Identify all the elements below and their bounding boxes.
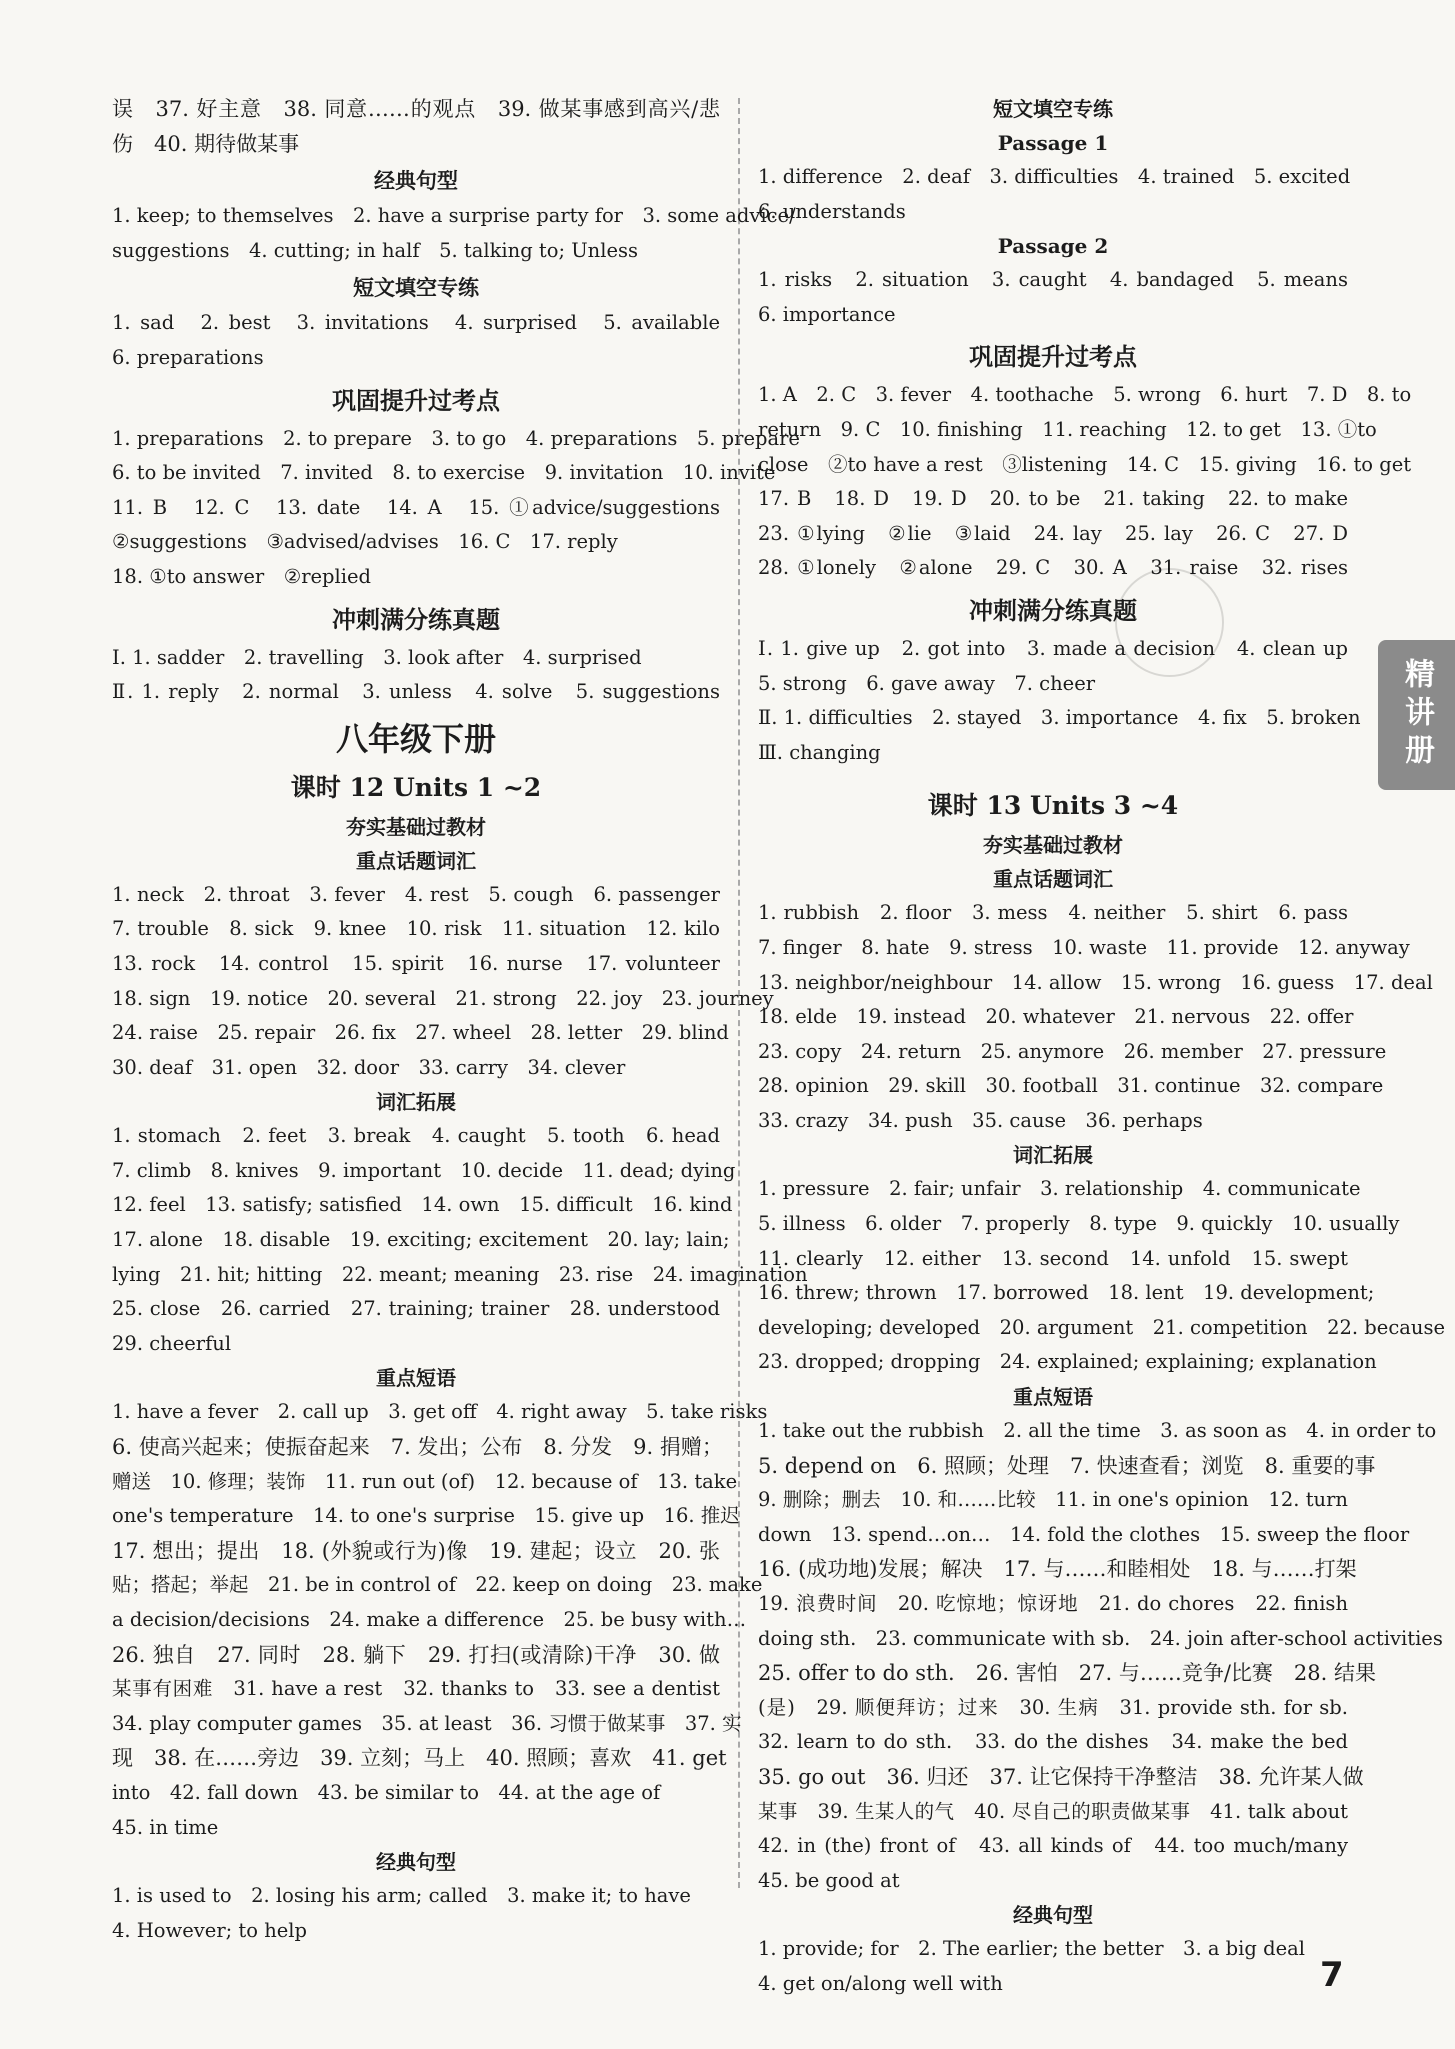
section-heading: 短文填空专练 <box>353 275 479 301</box>
text-line: 赠送 10. 修理；装饰 11. run out (of) 12. because of 13. take <box>112 1469 738 1493</box>
text-line: developing; developed 20. argument 21. competition 22. because <box>758 1315 1445 1339</box>
text-line: 1. neck 2. throat 3. fever 4. rest 5. cough 6. passenger <box>112 882 720 906</box>
text-line: 贴；搭起；举起 21. be in control of 22. keep on doing 23. make <box>112 1573 763 1597</box>
text-line: 1. risks 2. situation 3. caught 4. bandaged 5. means <box>758 268 1348 292</box>
text-line: 1. take out the rubbish 2. all the time 3. as soon as 4. in order to <box>758 1419 1437 1443</box>
subsection-heading: 经典句型 <box>376 1850 456 1875</box>
text-line: 25. close 26. carried 27. training; trainer 28. understood <box>112 1297 720 1321</box>
subsection-heading: 重点话题词汇 <box>993 867 1113 892</box>
text-line: 29. cheerful <box>112 1331 232 1355</box>
text-line: 6. importance <box>758 302 896 326</box>
section-heading: 夯实基础过教材 <box>983 833 1123 858</box>
section-heading: 夯实基础过教材 <box>346 814 486 839</box>
text-line: 1. is used to 2. losing his arm; called 3. make it; to have <box>112 1884 691 1908</box>
text-line: 23. dropped; dropping 24. explained; explaining; explanation <box>758 1350 1377 1374</box>
text-line: 1. preparations 2. to prepare 3. to go 4. preparations 5. prepare <box>112 426 800 450</box>
section-heading: 冲刺满分练真题 <box>969 595 1137 625</box>
text-line: 34. play computer games 35. at least 36. 习惯于做某事 37. 实 <box>112 1711 742 1735</box>
text-line: 45. be good at <box>758 1868 900 1892</box>
subsection-heading: 经典句型 <box>1013 1903 1093 1928</box>
subsection-heading: 重点短语 <box>376 1366 456 1391</box>
text-line: 35. go out 36. 归还 37. 让它保持干净整洁 38. 允许某人做 <box>758 1764 1364 1789</box>
text-line: 33. crazy 34. push 35. cause 36. perhaps <box>758 1108 1203 1132</box>
text-line: 24. raise 25. repair 26. fix 27. wheel 28. letter 29. blind <box>112 1021 729 1045</box>
text-line: 23. ①lying ②lie ③laid 24. lay 25. lay 26. C 27. D <box>758 521 1348 545</box>
text-line: 23. copy 24. return 25. anymore 26. member 27. pressure <box>758 1039 1387 1063</box>
section-heading: 巩固提升过考点 <box>332 385 500 415</box>
text-line: 7. trouble 8. sick 9. knee 10. risk 11. situation 12. kilo <box>112 917 720 941</box>
text-line: 18. ①to answer ②replied <box>112 564 372 588</box>
lesson-title: 课时 12 Units 1 ~2 <box>290 772 542 802</box>
text-line: return 9. C 10. finishing 11. reaching 12. to get 13. ①to <box>758 417 1377 441</box>
text-line: into 42. fall down 43. be similar to 44. at the age of <box>112 1780 661 1804</box>
text-line: a decision/decisions 24. make a difference 25. be busy with… <box>112 1608 747 1631</box>
text-line: 30. deaf 31. open 32. door 33. carry 34. clever <box>112 1055 626 1079</box>
text-line: Ⅱ. 1. reply 2. normal 3. unless 4. solve 5. suggestions <box>112 680 720 704</box>
text-line: 某事有困难 31. have a rest 32. thanks to 33. see a dentist <box>112 1677 720 1701</box>
text-line: 6. to be invited 7. invited 8. to exercise 9. invitation 10. invite <box>112 461 776 485</box>
text-line: 26. 独自 27. 同时 28. 躺下 29. 打扫(或清除)干净 30. 做 <box>112 1642 720 1667</box>
text-line: 16. (成功地)发展；解决 17. 与……和睦相处 18. 与……打架 <box>758 1557 1357 1582</box>
passage-heading: Passage 1 <box>997 131 1109 155</box>
text-line: 4. get on/along well with <box>758 1971 1003 1995</box>
text-line: lying 21. hit; hitting 22. meant; meaning 23. rise 24. imagination <box>112 1262 808 1286</box>
text-line: 7. finger 8. hate 9. stress 10. waste 11. provide 12. anyway <box>758 935 1410 959</box>
section-heading: 巩固提升过考点 <box>969 342 1137 372</box>
text-line: 17. 想出；提出 18. (外貌或行为)像 19. 建起；设立 20. 张 <box>112 1538 720 1563</box>
text-line: 6. preparations <box>112 345 264 369</box>
text-line: Ⅰ. 1. sadder 2. travelling 3. look after 4. surprised <box>112 645 642 669</box>
left-column <box>112 92 808 1948</box>
text-line: 16. threw; thrown 17. borrowed 18. lent 19. development; <box>758 1281 1375 1305</box>
passage-heading: Passage 2 <box>997 234 1109 259</box>
text-line: 5. strong 6. gave away 7. cheer <box>758 671 1096 695</box>
text-line: Ⅱ. 1. difficulties 2. stayed 3. importance 4. fix 5. broken <box>758 706 1361 730</box>
text-line: 28. ①lonely ②alone 29. C 30. A 31. raise 32. rises <box>758 556 1348 580</box>
text-line: ②suggestions ③advised/advises 16. C 17. reply <box>112 530 618 554</box>
text-line: 18. sign 19. notice 20. several 21. strong 22. joy 23. journey <box>112 986 774 1010</box>
subsection-heading: 词汇拓展 <box>376 1090 456 1115</box>
text-line: 12. feel 13. satisfy; satisfied 14. own 15. difficult 16. kind <box>112 1193 733 1217</box>
subsection-heading: 重点短语 <box>1013 1385 1093 1410</box>
text-line: 1. sad 2. best 3. invitations 4. surprised 5. available <box>112 311 720 335</box>
section-heading: 冲刺满分练真题 <box>332 604 500 634</box>
section-heading: 经典句型 <box>374 168 458 194</box>
text-line: 现 38. 在……旁边 39. 立刻；马上 40. 照顾；喜欢 41. get <box>112 1746 727 1771</box>
text-line: doing sth. 23. communicate with sb. 24. join after-school activities <box>758 1626 1443 1650</box>
text-line: 42. in (the) front of 43. all kinds of 44. too much/many <box>758 1834 1348 1858</box>
text-line: (是) 29. 顺便拜访；过来 30. 生病 31. provide sth. for sb. <box>758 1695 1348 1719</box>
page-number: 7 <box>1320 1955 1344 1995</box>
text-line: 7. climb 8. knives 9. important 10. decide 11. dead; dying <box>112 1158 736 1182</box>
text-line: 误 37. 好主意 38. 同意……的观点 39. 做某事感到高兴/悲 <box>112 97 720 121</box>
text-line: 32. learn to do sth. 33. do the dishes 34. make the bed <box>758 1730 1348 1754</box>
text-line: 1. keep; to themselves 2. have a surprise party for 3. some advice/ <box>112 204 796 228</box>
side-tab: 精讲册 <box>1378 640 1455 790</box>
faint-stamp <box>1115 568 1224 677</box>
text-line: 6. 使高兴起来；使振奋起来 7. 发出；公布 8. 分发 9. 捐赠； <box>112 1435 723 1460</box>
text-line: 1. rubbish 2. floor 3. mess 4. neither 5. shirt 6. pass <box>758 901 1348 925</box>
text-line: close ②to have a rest ③listening 14. C 15. giving 16. to get <box>758 452 1412 476</box>
text-line: 18. elde 19. instead 20. whatever 21. nervous 22. offer <box>758 1005 1354 1029</box>
text-line: 1. stomach 2. feet 3. break 4. caught 5. tooth 6. head <box>112 1124 720 1148</box>
text-line: 1. provide; for 2. The earlier; the better 3. a big deal <box>758 1937 1305 1961</box>
text-line: 11. clearly 12. either 13. second 14. unfold 15. swept <box>758 1246 1348 1270</box>
subsection-heading: 词汇拓展 <box>1013 1143 1093 1168</box>
text-line: 25. offer to do sth. 26. 害怕 27. 与……竞争/比赛 28. 结果 <box>758 1661 1377 1686</box>
text-line: suggestions 4. cutting; in half 5. talking to; Unless <box>112 238 639 262</box>
text-line: 13. rock 14. control 15. spirit 16. nurse 17. volunteer <box>112 951 720 975</box>
text-line: 5. illness 6. older 7. properly 8. type 9. quickly 10. usually <box>758 1212 1400 1236</box>
text-line: 1. pressure 2. fair; unfair 3. relationship 4. communicate <box>758 1177 1361 1201</box>
text-line: 28. opinion 29. skill 30. football 31. continue 32. compare <box>758 1074 1384 1098</box>
text-line: 某事 39. 生某人的气 40. 尽自己的职责做某事 41. talk about <box>758 1799 1348 1823</box>
lesson-title: 课时 13 Units 3 ~4 <box>927 791 1179 821</box>
text-line: 17. alone 18. disable 19. exciting; excitement 20. lay; lain; <box>112 1228 730 1252</box>
text-line: Ⅰ. 1. give up 2. got into 3. made a decision 4. clean up <box>758 636 1348 660</box>
text-line: Ⅲ. changing <box>758 740 881 764</box>
text-line: 5. depend on 6. 照顾；处理 7. 快速查看；浏览 8. 重要的事 <box>758 1453 1376 1478</box>
text-line: 13. neighbor/neighbour 14. allow 15. wrong 16. guess 17. deal <box>758 970 1433 994</box>
subsection-heading: 重点话题词汇 <box>356 848 476 873</box>
section-heading: 短文填空专练 <box>993 97 1113 121</box>
text-line: 1. difference 2. deaf 3. difficulties 4. trained 5. excited <box>758 165 1351 188</box>
text-line: 伤 40. 期待做某事 <box>112 131 300 156</box>
text-line: 11. B 12. C 13. date 14. A 15. ①advice/suggestions <box>112 495 720 519</box>
text-line: 45. in time <box>112 1815 219 1839</box>
text-line: 4. However; to help <box>112 1918 308 1942</box>
text-line: down 13. spend…on… 14. fold the clothes 15. sweep the floor <box>758 1522 1410 1546</box>
text-line: 6. understands <box>758 199 906 223</box>
text-line: 17. B 18. D 19. D 20. to be 21. taking 22. to make <box>758 487 1348 511</box>
text-line: 1. have a fever 2. call up 3. get off 4. right away 5. take risks <box>112 1400 768 1424</box>
grade-title: 八年级下册 <box>335 719 496 758</box>
text-line: 1. A 2. C 3. fever 4. toothache 5. wrong 6. hurt 7. D 8. to <box>758 383 1412 407</box>
text-line: 9. 删除；删去 10. 和……比较 11. in one's opinion 12. turn <box>758 1488 1348 1512</box>
text-line: one's temperature 14. to one's surprise 15. give up 16. 推迟 <box>112 1504 740 1528</box>
text-line: 19. 浪费时间 20. 吃惊地；惊讶地 21. do chores 22. finish <box>758 1592 1348 1615</box>
